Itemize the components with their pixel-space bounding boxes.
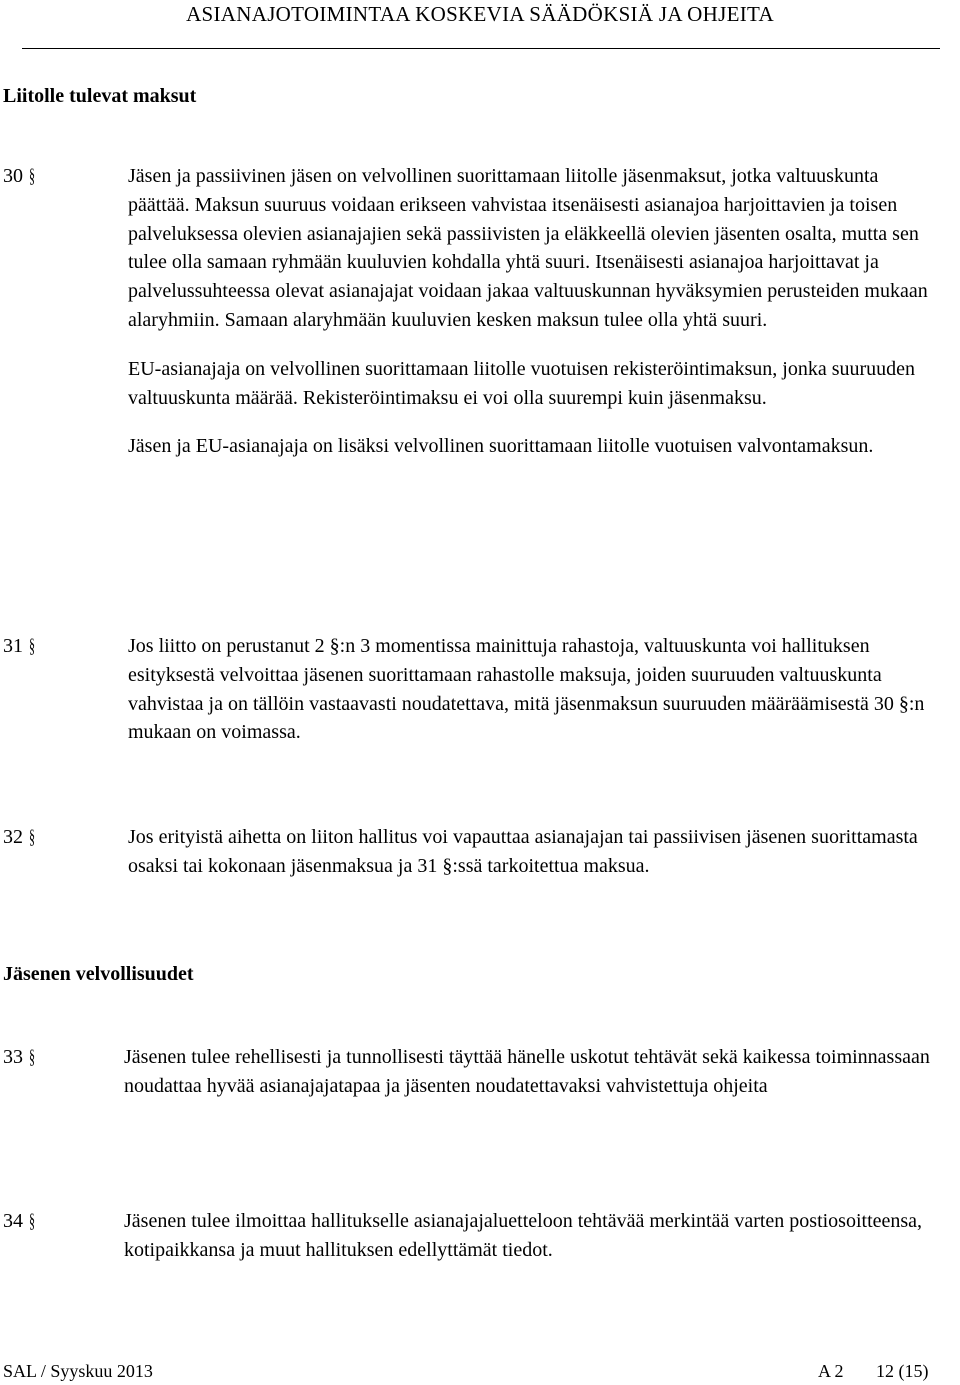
section-31-number: 31 §	[3, 632, 39, 660]
page-header	[0, 0, 960, 30]
section-symbol: §	[29, 826, 35, 848]
section-34-number: 34 §	[3, 1207, 39, 1235]
heading-membership-fees: Liitolle tulevat maksut	[3, 85, 197, 107]
footer-document-code: A 2	[818, 1361, 844, 1381]
document-title: ASIANAJOTOIMINTAA KOSKEVIA SÄÄDÖKSIÄ JA OHJEITA	[186, 2, 774, 26]
section-32-paragraph-1: Jos erityistä aihetta on liiton hallitus voi vapauttaa asianajajan tai passiivisen jäsenen suorittamasta osaksi tai kokonaan jäsenmaksua ja 31 §:ssä tarkoitettua maksua.	[128, 826, 918, 877]
footer-publication: SAL / Syyskuu 2013	[3, 1361, 153, 1381]
section-33-text	[124, 1043, 938, 1101]
section-30-number: 30 §	[3, 162, 39, 190]
header-divider	[22, 48, 940, 49]
section-34-text	[124, 1207, 938, 1265]
section-34-paragraph-1: Jäsenen tulee ilmoittaa hallitukselle asianajajaluetteloon tehtävää merkintää varten postiosoitteensa, kotipaikkansa ja muut hallituksen edellyttämät tiedot.	[124, 1210, 923, 1261]
section-30-text	[128, 162, 938, 461]
heading-member-duties: Jäsenen velvollisuudet	[3, 963, 194, 985]
section-31-paragraph-1: Jos liitto on perustanut 2 §:n 3 momentissa mainittuja rahastoja, valtuuskunta voi hallituksen esityksestä velvoittaa jäsenen suorittamaan rahastolle maksuja, joiden suuruuden valtuuskunta vahvistaa ja on tällöin vastaavasti noudatettava, mitä jäsenmaksun suuruuden määräämisestä 30 §:n mukaan on voimassa.	[128, 635, 925, 744]
section-symbol: §	[29, 1046, 35, 1068]
section-31-text	[128, 632, 938, 747]
section-32-number: 32 §	[3, 823, 39, 851]
section-30-paragraph-2: EU-asianajaja on velvollinen suorittamaan liitolle vuotuisen rekisteröintimaksun, jonka suuruuden valtuuskunta määrää. Rekisteröintimaksu ei voi olla suurempi kuin jäsenmaksu.	[128, 357, 916, 409]
section-33-number: 33 §	[3, 1043, 39, 1071]
section-30-paragraph-1: Jäsen ja passiivinen jäsen on velvollinen suorittamaan liitolle jäsenmaksut, jotka valtuuskunta päättää. Maksun suuruus voidaan erikseen vahvistaa itsenäisesti asianajoa harjoittavien ja toisen palveluksessa olevien asianajajien sekä passiivisten ja eläkkeellä olevien jäsenten osalta, mutta sen tulee olla samaan ryhmään kuuluvien kohdalla yhtä suuri. Itsenäisesti asianajoa harjoittavat ja palvelussuhteessa olevat asianajajat voidaan jakaa valtuuskunnan hyväksymien perusteiden mukaan alaryhmiin. Samaan alaryhmään kuuluvien kesken maksun tulee olla yhtä suuri.	[128, 165, 928, 331]
section-symbol: §	[29, 635, 35, 657]
section-32-text	[128, 823, 938, 881]
section-33-paragraph-1: Jäsenen tulee rehellisesti ja tunnollisesti täyttää hänelle uskotut tehtävät sekä kaikessa toiminnassaan noudattaa hyvää asianajajatapaa ja jäsenten noudatettavaksi vahvistettuja ohjeita	[124, 1046, 930, 1097]
section-symbol: §	[29, 1210, 35, 1232]
footer-page-number: 12 (15)	[876, 1361, 929, 1381]
section-30-paragraph-3: Jäsen ja EU-asianajaja on lisäksi velvollinen suorittamaan liitolle vuotuisen valvontamaksun.	[128, 435, 874, 458]
page-footer	[0, 1360, 960, 1384]
section-symbol: §	[29, 165, 35, 187]
